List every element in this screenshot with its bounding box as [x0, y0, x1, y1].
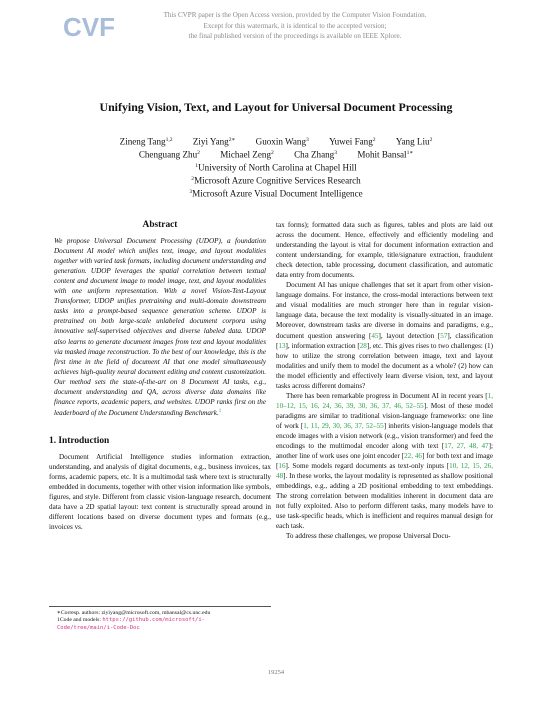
author: Chenguang Zhu$^2$	[138, 149, 200, 160]
watermark-line-3: the final published version of the proceedings is available on IEEE Xplore.	[188, 32, 402, 41]
citation-link[interactable]: 1, 11, 29, 30, 36, 37, 52–55	[303, 421, 384, 430]
author: Zineng Tang$^{1,2}$	[119, 136, 173, 147]
body-paragraph: Document AI has unique challenges that set it apart from other vision-language domains. For instance, the cross-modal interactions between text and visual modalities are much stronger here than in regular vision-language data, because the text modality is visually-situated in an image. Moreover, downstream tasks are diverse in domains and paradigms, e.g., document question answering [45], layout detection [57], classification [13], information extraction [28], etc. This gives rises to two challenges: (1) how to utilize the strong correlation between image, text and layout modalities and unify them to model the document as a whole? (2) how can the model efficiently and effectively learn diverse vision, text, and layout tasks across different domains?	[276, 281, 494, 390]
author-row-2	[0, 148, 552, 161]
footnote-mark: 1	[218, 408, 222, 414]
author: Michael Zeng$^2$	[220, 149, 274, 160]
author-row-1	[0, 135, 552, 148]
abstract-heading: Abstract	[142, 220, 178, 230]
affiliation: $^1$University of North Carolina at Chapel Hill	[195, 162, 357, 173]
author: Cha Zhang$^3$	[294, 149, 338, 160]
cvf-logo-text: CVF	[63, 12, 115, 42]
paper-title: Unifying Vision, Text, and Layout for Universal Document Processing	[99, 100, 453, 114]
citation-link[interactable]: 10, 12, 15, 26, 48	[276, 462, 494, 481]
left-column	[49, 220, 271, 532]
footnote-corresponding: ∗Corresp. authors: ziyiyang@microsoft.com, mbansal@cs.unc.edu	[57, 610, 211, 616]
citation-link[interactable]: 28	[359, 341, 367, 350]
footnotes	[49, 606, 271, 632]
affiliation: $^3$Microsoft Azure Visual Document Intelligence	[189, 188, 363, 199]
body-paragraph: tax forms); formatted data such as figures, tables and plots are laid out across the document. Hence, effectively and efficiently modeling and understanding the layout is vital for document information extraction and content understanding, for example, title/signature extraction, fraudulent check detection, table processing, document classification, and automatic data entry from documents.	[276, 221, 493, 280]
body-paragraph: There has been remarkable progress in Document AI in recent years [1, 10–12, 15, 16, 24, 36, 39, 30, 36, 37, 46, 52–55]. Most of these model paradigms are similar to traditional vision-language frameworks: one line of work [1, 11, 29, 30, 36, 37, 52–55] inherits vision-language models that encode images with a vision network (e.g., vision transformer) and feed the encodings to the multimodal encoder along with text [17, 27, 48, 47]; another line of work uses one joint encoder [22, 46] for both text and image [16]. Some models regard documents as text-only inputs [10, 12, 15, 26, 48]. In these works, the layout modality is represented as shallow positional embeddings, e.g., adding a 2D positional embedding to text embeddings. The strong correlation between modalities inherent in document data are not fully exploited. Also to perform different tasks, many models have to use task-specific heads, which is inefficient and requires manual design for each task.	[276, 391, 494, 531]
footnote-code: 1Code and models: https://github.com/microsoft/i- Code/tree/main/i-Code-Doc	[57, 617, 205, 631]
citation-link[interactable]: 13	[278, 341, 286, 350]
citation-link[interactable]: 45	[371, 331, 379, 340]
abstract-text: We propose Universal Document Processing (UDOP), a foundation Document AI model which unifies text, image, and layout modalities together with varied task formats, including document understanding and generation. UDOP leverages the spatial correlation between textual content and document image to model image, text, and layout modalities with one uniform representation. With a novel Vision-Text-Layout Transformer, UDOP unifies pretraining and multi-domain downstream tasks into a prompt-based sequence generation scheme. UDOP is pretrained on both large-scale unlabeled document corpora using innovative self-supervised objectives and diverse labeled data. UDOP also learns to generate document images from text and layout modalities via masked image reconstruction. To the best of our knowledge, this is the first time in the field of document AI that one model simultaneously achieves high-quality neural document editing and content customization. Our method sets the state-of-the-art on 8 Document AI tasks, e.g., document understanding and QA, across diverse data domains like finance reports, academic papers, and websites. UDOP ranks first on the leaderboard of the Document Understanding Benchmark.$^1$	[54, 237, 266, 417]
section-heading-introduction: 1. Introduction	[49, 435, 110, 446]
watermark-line-2: Except for this watermark, it is identical to the accepted version;	[203, 21, 387, 30]
citation-link[interactable]: 1, 10–12, 15, 16, 24, 36, 39, 30, 36, 37, 46, 52–55	[276, 391, 493, 410]
author: Yang Liu$^2$	[395, 136, 433, 147]
citation-link[interactable]: 17, 27, 48, 47	[444, 442, 489, 451]
code-url-link[interactable]: https://github.com/microsoft/i- Code/tree/main/i-Code-Doc	[57, 617, 205, 631]
author-block	[0, 135, 552, 200]
body-paragraph: To address these challenges, we propose Universal Docu-	[286, 532, 451, 541]
citation-link[interactable]: 57	[440, 331, 448, 340]
watermark	[120, 10, 470, 42]
citation-link[interactable]: 16	[278, 462, 286, 471]
affiliation: $^2$Microsoft Azure Cognitive Services Research	[191, 175, 361, 186]
author: Yuwei Fang$^2$	[329, 136, 376, 147]
citation-link[interactable]: 22, 46	[404, 452, 422, 461]
watermark-line-1: This CVPR paper is the Open Access version, provided by the Computer Vision Foundation.	[163, 11, 427, 19]
author: Ziyi Yang$^{2∗}$	[192, 136, 236, 147]
page-number: 19254	[267, 669, 285, 676]
author: Guoxin Wang$^3$	[255, 136, 309, 147]
intro-paragraph: Document Artificial Intelligence studies information extraction, understanding, and analysis of digital documents, e.g., business invoices, tax forms, academic papers, etc. It is a multimodal task where text is structurally embedded in documents, together with other vision information like symbols, figures, and style. Different from classic vision-language research, document data have a 2D spatial layout: text content is structurally spread around in different locations based on diverse document types and formats (e.g., invoices vs.	[49, 452, 271, 532]
right-column	[276, 220, 493, 542]
cvf-logo-icon	[62, 12, 115, 42]
author: Mohit Bansal$^{1∗}$	[357, 149, 414, 160]
